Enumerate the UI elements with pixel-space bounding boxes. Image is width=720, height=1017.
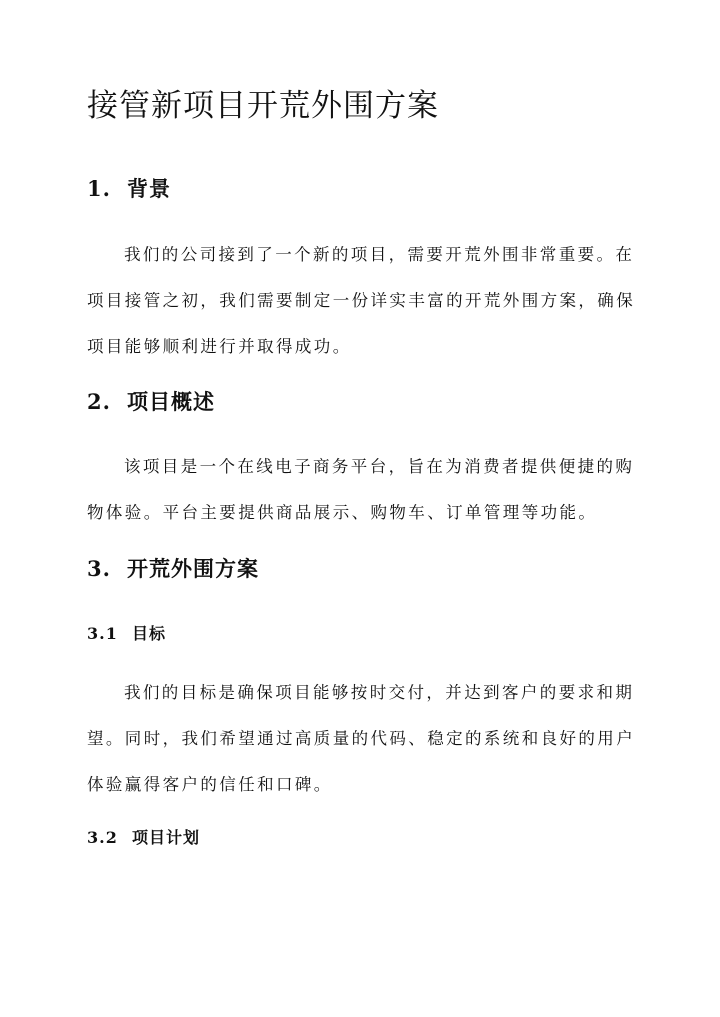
section-title: 背景 [127, 176, 171, 201]
paragraph-line: 物体验。平台主要提供商品展示、购物车、订单管理等功能。 [87, 503, 598, 522]
section-heading-plan [87, 554, 259, 584]
subsection-heading-project-plan [87, 826, 200, 850]
paragraph-line: 项目接管之初，我们需要制定一份详实丰富的开荒外围方案，确保 [87, 291, 636, 310]
section-heading-background [87, 174, 171, 204]
subsection-title: 项目计划 [132, 828, 201, 847]
paragraph-line: 望。同时，我们希望通过高质量的代码、稳定的系统和良好的用户 [87, 729, 636, 748]
section-title: 项目概述 [127, 389, 215, 414]
subsection-number: 3.2 [87, 828, 118, 847]
section-number: 2. [87, 389, 111, 414]
subsection-title: 目标 [132, 624, 167, 643]
section-number: 3. [87, 556, 111, 581]
paragraph-line: 该项目是一个在线电子商务平台，旨在为消费者提供便捷的购 [124, 457, 635, 476]
paragraph-goal [87, 670, 636, 808]
paragraph-background [87, 232, 636, 370]
section-title: 开荒外围方案 [127, 556, 259, 581]
paragraph-overview [87, 444, 635, 536]
paragraph-line: 我们的目标是确保项目能够按时交付，并达到客户的要求和期 [124, 683, 635, 702]
section-number: 1. [87, 176, 111, 201]
paragraph-line: 我们的公司接到了一个新的项目，需要开荒外围非常重要。在 [124, 245, 635, 264]
section-heading-overview [87, 387, 215, 417]
paragraph-line: 体验赢得客户的信任和口碑。 [87, 775, 333, 794]
subsection-heading-goal [87, 622, 166, 646]
subsection-number: 3.1 [87, 624, 118, 643]
document-title: 接管新项目开荒外围方案 [87, 88, 439, 124]
paragraph-line: 项目能够顺利进行并取得成功。 [87, 337, 352, 356]
